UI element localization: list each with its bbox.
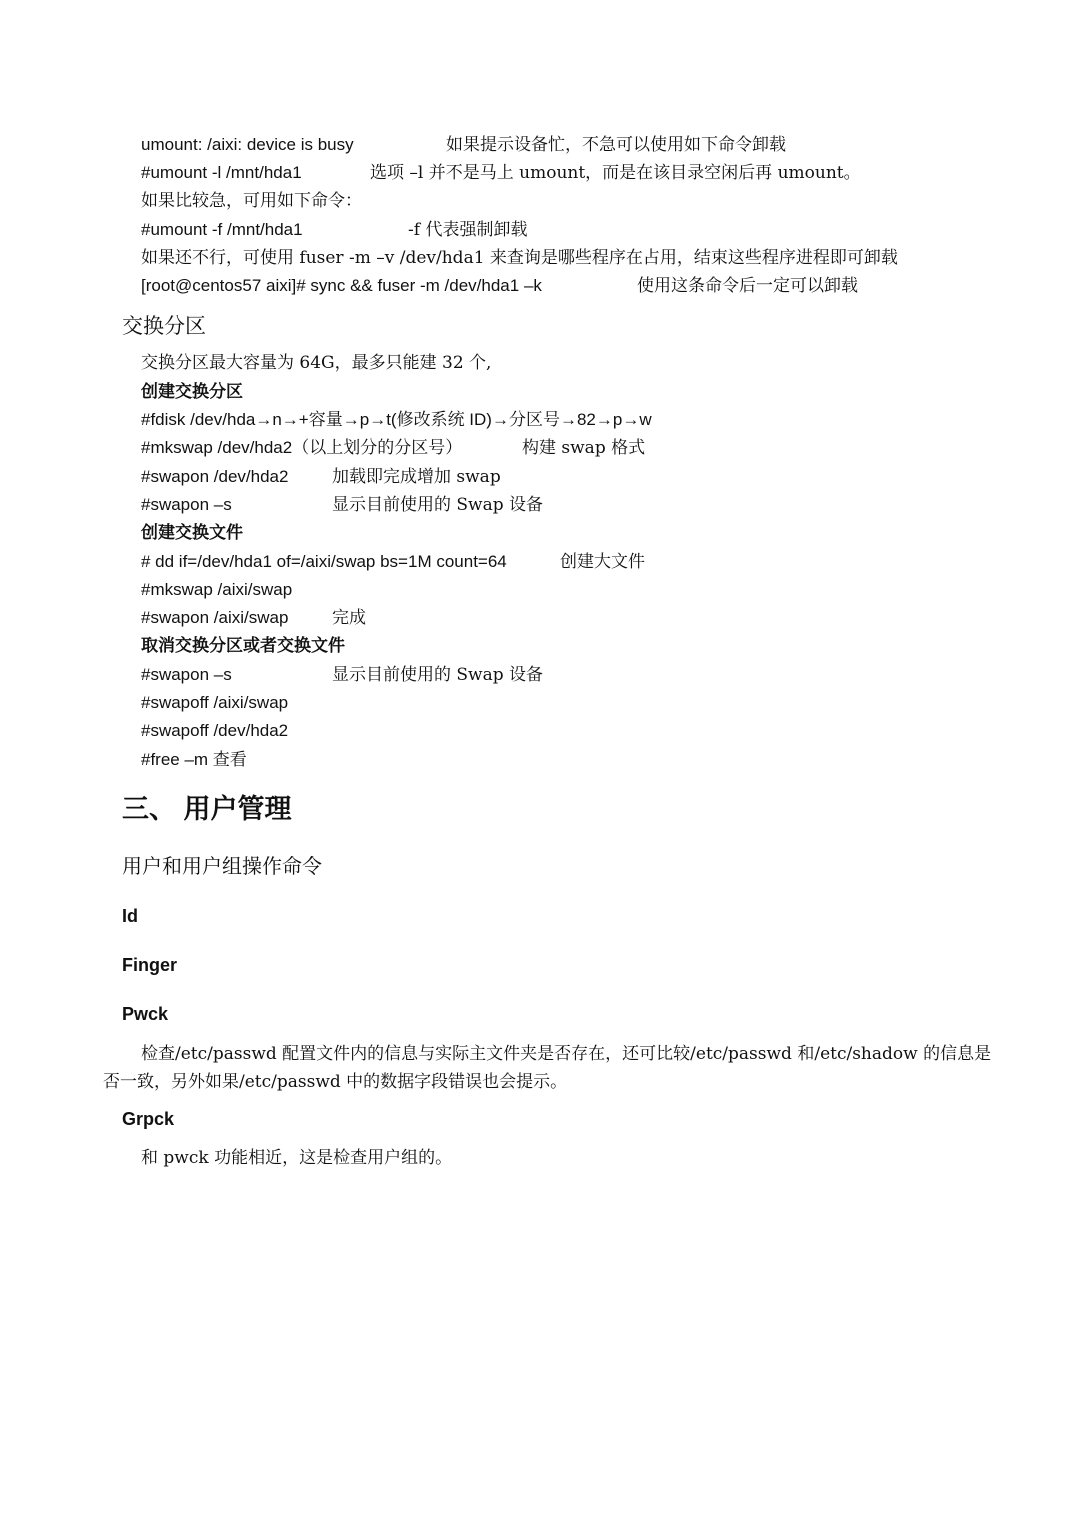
sync-note: 使用这条命令后一定可以卸载	[637, 276, 858, 296]
busy-line	[141, 133, 786, 157]
swapoff-partition-line: #swapoff /dev/hda2	[141, 721, 289, 740]
cancel-title: 取消交换分区或者交换文件	[141, 636, 345, 656]
lazy-note: 选项 –l 并不是马上 umount，而是在该目录空闲后再 umount。	[370, 163, 861, 183]
cancel-list-note: 显示目前使用的 Swap 设备	[332, 665, 544, 685]
swap-heading: 交换分区	[122, 314, 206, 338]
dd-command: # dd if=/dev/hda1 of=/aixi/swap bs=1M count=64	[141, 552, 507, 571]
pwck-description: 检查/etc/passwd 配置文件内的信息与实际主文件夹是否存在，还可比较/etc/passwd 和/etc/shadow 的信息是否一致，另外如果/etc/passwd 中的数据字段错误也会提示。	[103, 1044, 992, 1092]
fdisk-line: #fdisk /dev/hda→n→+容量→p→t(修改系统 ID)→分区号→82→p→w	[141, 410, 652, 429]
cmd-finger-heading: Finger	[122, 955, 178, 975]
mkswap-partition-command: #mkswap /dev/hda2（以上划分的分区号）	[141, 438, 463, 457]
grpck-description: 和 pwck 功能相近，这是检查用户组的。	[141, 1148, 453, 1168]
user-management-heading: 三、 用户管理	[122, 794, 292, 824]
swapon-list-note: 显示目前使用的 Swap 设备	[332, 495, 544, 515]
swap-intro: 交换分区最大容量为 64G，最多只能建 32 个,	[141, 353, 492, 373]
cmd-grpck-heading: Grpck	[122, 1109, 175, 1129]
cancel-list-command: #swapon –s	[141, 665, 232, 684]
cmd-pwck-heading: Pwck	[122, 1004, 169, 1024]
sync-line	[141, 274, 858, 298]
force-note: -f 代表强制卸载	[408, 220, 528, 240]
swapon-partition-line	[141, 465, 501, 489]
swapon-file-note: 完成	[332, 608, 366, 628]
fuser-line: 如果还不行，可使用 fuser -m –v /dev/hda1 来查询是哪些程序在占用，结束这些程序进程即可卸载	[141, 248, 898, 268]
swapon-partition-command: #swapon /dev/hda2	[141, 467, 289, 486]
lazy-command: #umount -l /mnt/hda1	[141, 163, 302, 182]
cmd-id-heading: Id	[122, 906, 138, 926]
cancel-list-line	[141, 663, 544, 687]
user-commands-subheading: 用户和用户组操作命令	[122, 854, 322, 878]
force-line	[141, 218, 528, 242]
swapon-list-command: #swapon –s	[141, 495, 232, 514]
busy-note: 如果提示设备忙，不急可以使用如下命令卸载	[446, 135, 786, 155]
create-file-title: 创建交换文件	[141, 523, 243, 543]
free-line: #free –m 查看	[141, 750, 247, 769]
swapon-file-line	[141, 606, 366, 630]
swapon-list-line	[141, 493, 544, 517]
swapoff-file-line: #swapoff /aixi/swap	[141, 693, 289, 712]
create-partition-title: 创建交换分区	[141, 382, 243, 402]
lazy-line	[141, 161, 861, 185]
sync-command: [root@centos57 aixi]# sync && fuser -m /dev/hda1 –k	[141, 276, 542, 295]
urgent-line: 如果比较急，可用如下命令：	[141, 191, 362, 211]
swapon-partition-note: 加载即完成增加 swap	[332, 467, 501, 487]
busy-command: umount: /aixi: device is busy	[141, 135, 354, 154]
mkswap-file-line: #mkswap /aixi/swap	[141, 580, 293, 599]
mkswap-partition-note: 构建 swap 格式	[522, 438, 646, 458]
swapon-file-command: #swapon /aixi/swap	[141, 608, 289, 627]
mkswap-partition-line	[141, 436, 646, 460]
dd-note: 创建大文件	[560, 552, 645, 572]
force-command: #umount -f /mnt/hda1	[141, 220, 303, 239]
dd-line	[141, 550, 645, 574]
